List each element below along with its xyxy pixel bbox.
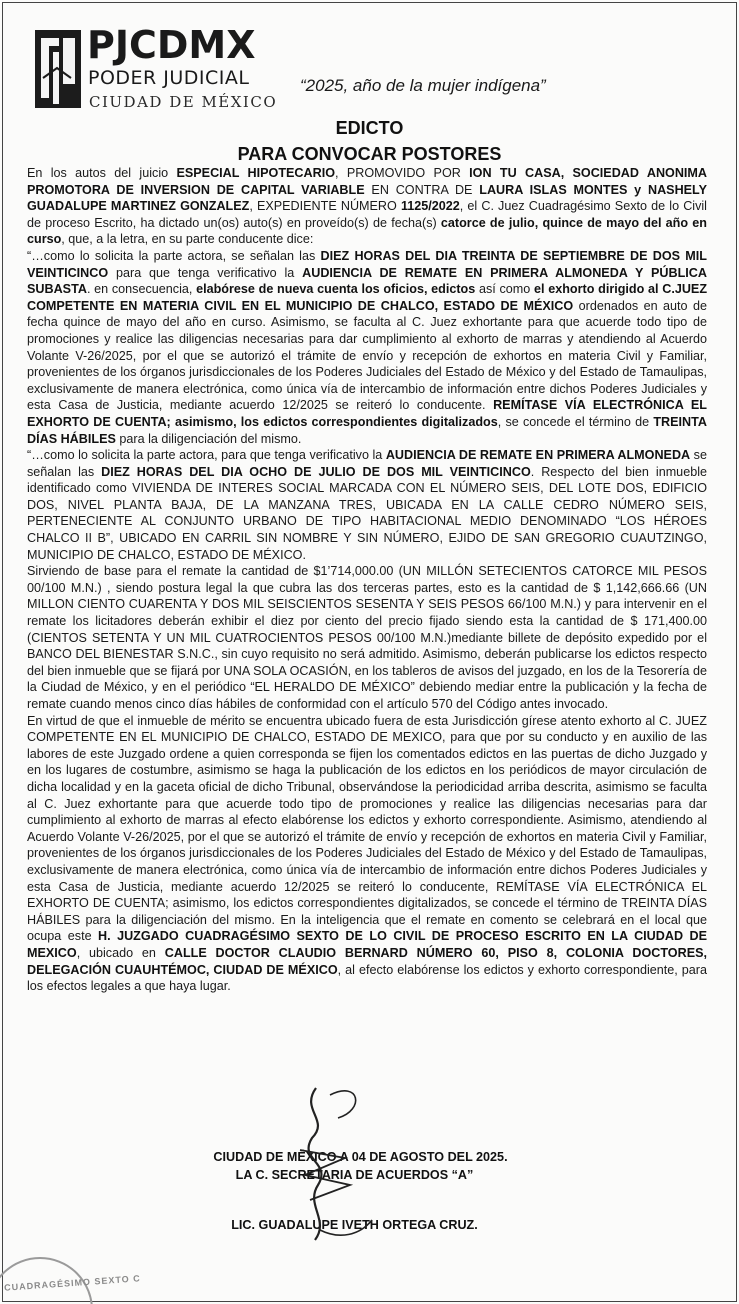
- document-title: EDICTO: [335, 118, 404, 138]
- text-run: “…como lo solicita la parte actora, se señalan las: [27, 248, 321, 263]
- text-run: , el C. Juez Cuadragésimo Sexto de lo Civil de proceso Escrito, ha dictado un(os) auto(s) en proveído(s) de fecha(s): [27, 199, 707, 230]
- text-run: para la diligenciación del mismo.: [115, 431, 302, 446]
- text-run: , se concede el término de: [497, 414, 654, 429]
- org-name: PODER JUDICIAL: [88, 67, 250, 89]
- bold-text: catorce de julio, quince de mayo del año en curso: [27, 215, 707, 247]
- bold-text: DIEZ HORAS DEL DIA TREINTA DE SEPTIEMBRE DE DOS MIL VEINTICINCO: [27, 248, 707, 280]
- text-run: se señalan las: [27, 448, 707, 479]
- bold-text: AUDIENCIA DE REMATE EN PRIMERA ALMONEDA Y PÚBLICA SUBASTA: [27, 265, 707, 297]
- text-run: para que tenga verificativo la: [108, 265, 303, 280]
- bold-text: ESPECIAL HIPOTECARIO: [176, 166, 336, 180]
- bold-text: AUDIENCIA DE REMATE EN PRIMERA ALMONEDA: [385, 448, 691, 463]
- bold-text: LAURA ISLAS MONTES y NASHELY GUADALUPE MARTINEZ GONZALEZ: [27, 182, 707, 214]
- bold-text: el exhorto dirigido al C.JUEZ COMPETENTE EN MATERIA CIVIL EN EL MUNICIPIO DE CHALCO, ESTADO DE MÉXICO: [27, 282, 708, 313]
- text-run: , PROMOVIDO POR: [335, 166, 470, 180]
- text-run: . Respecto del bien inmueble identificado como VIVIENDA DE INTERES SOCIAL MARCADA CON EL NÚMERO SEIS, DEL LOTE DOS, EDIFICIO DOS, NIVEL PLANTA BAJA, DE LA MANZANA TRES, UBICADA EN LA CALLE CEDRO NÚMERO SEIS, PERTENECIENTE AL CONJUNTO URBANO DE TIPO HABITACIONAL MEDIO DENOMINADO “LOS HÉROES CHALCO II B”, UBICADO EN CARRIL SIN NOMBRE Y SIN NÚMERO, EJIDO DE SAN GREGORIO CUAUTZINGO, MUNICIPIO DE CHALCO, ESTADO DE MÉXICO.: [27, 464, 707, 562]
- bold-text: REMÍTASE VÍA ELECTRÓNICA EL EXHORTO DE CUENTA; asimismo, los edictos correspondientes digitalizados: [27, 398, 707, 429]
- text-run: ordenados en auto de fecha quince de mayo del año en curso. Asimismo, se faculta al C. Juez exhortante para que acuerde todo tipo de promociones y realice las diligencias necesarias para dar cumplimiento al exhorto de marras y atendiendo al Acuerdo Volante V-26/2025, por el que se autorizó el trámite de envío y recepción de exhortos en materia Civil y Familiar, provenientes de los órganos jurisdiccionales de los Poderes Judiciales del Estado de México y del Estado de Tamaulipas, exclusivamente de manera electrónica, como única vía de intercambio de información entre dichos Poderes Judiciales y esta Casa de Justicia, mediante acuerdo 12/2025 se reiteró lo conducente.: [27, 298, 707, 413]
- document-subtitle: PARA CONVOCAR POSTORES: [237, 144, 502, 164]
- text-run: EN CONTRA DE: [364, 182, 480, 197]
- bold-text: 1125/2022: [400, 199, 460, 214]
- motto: “2025, año de la mujer indígena”: [300, 76, 546, 95]
- bold-text: elabórese de nueva cuenta los oficios, edictos: [196, 282, 476, 297]
- bold-text: ION TU CASA, SOCIEDAD ANONIMA PROMOTORA DE INVERSION DE CAPITAL VARIABLE: [27, 166, 708, 197]
- logo: [33, 22, 278, 122]
- signature-name: LIC. GUADALUPE IVETH ORTEGA CRUZ.: [231, 1218, 478, 1232]
- body-paragraph: [27, 248, 707, 447]
- bold-text: CALLE DOCTOR CLAUDIO BERNARD NÚMERO 60, PISO 8, COLONIA DOCTORES, DELEGACIÓN CUAUHTÉMOC, CIUDAD DE MÉXICO: [27, 945, 707, 977]
- bold-text: DIEZ HORAS DEL DIA OCHO DE JULIO DE DOS MIL VEINTICINCO: [101, 464, 531, 479]
- signature-role: LA C. SECRETARIA DE ACUERDOS “A”: [235, 1168, 474, 1182]
- text-run: , que, a la letra, en su parte conducente dice:: [61, 232, 314, 247]
- stamp-text: CUADRAGÉSIMO SEXTO C: [3, 1273, 142, 1293]
- court-stamp: [0, 1250, 142, 1304]
- body-paragraph: [27, 563, 707, 712]
- text-run: , EXPEDIENTE NÚMERO: [249, 199, 401, 214]
- bold-text: H. JUZGADO CUADRAGÉSIMO SEXTO DE LO CIVIL DE PROCESO ESCRITO EN LA CIUDAD DE MEXICO: [27, 929, 707, 960]
- text-run: En los autos del juicio: [27, 166, 177, 180]
- court-emblem-icon: [33, 28, 83, 110]
- text-run: , al efecto elabórense los edictos y exhorto correspondiente, para los efectos legales a que haya lugar.: [27, 962, 707, 994]
- text-run: Sirviendo de base para el remate la cantidad de $1’714,000.00 (UN MILLÓN SETECIENTOS CATORCE MIL PESOS 00/100 M.N.) , siendo postura legal la que cubra las dos terceras partes, esto es la cantidad de $ 1,142,666.66 (UN MILLON CIENTO CUARENTA Y DOS MIL SEISCIENTOS SESENTA Y SEIS PESOS 66/100 M.N.) y para intervenir en el remate los licitadores deberán exhibir el diez por ciento del precio fijado siendo esta la cantidad de $ 171,400.00 (CIENTOS SETENTA Y UN MIL CUATROCIENTOS PESOS 00/100 M.N.)mediante billete de depósito expedido por el BANCO DEL BIENESTAR S.N.C., sin cuyo requisito no será admitido. Asimismo, deberán publicarse los edictos respecto del bien inmueble que se fijará por UNA SOLA OCASIÓN, en los tableros de avisos del juzgado, en los de la Tesorería de la Ciudad de México, y en el periódico “EL HERALDO DE MÉXICO” debiendo mediar entre la publicación y la fecha de remate cuando menos cinco días hábiles de conformidad con el artículo 570 del Código antes invocado.: [27, 564, 707, 711]
- text-run: . en consecuencia,: [86, 282, 197, 297]
- bold-text: TREINTA DÍAS HÁBILES: [27, 414, 707, 446]
- body-paragraph: [27, 447, 707, 563]
- brand-name: PJCDMX: [87, 23, 256, 67]
- signature-place-date: CIUDAD DE MÉXICO A 04 DE AGOSTO DEL 2025.: [213, 1150, 508, 1164]
- org-subtitle: CIUDAD DE MÉXICO: [89, 93, 278, 111]
- body-paragraph: [27, 165, 707, 248]
- text-run: “…como lo solicita la parte actora, para que tenga verificativo la: [27, 448, 386, 463]
- document-body: [27, 165, 707, 995]
- body-paragraph: [27, 713, 707, 995]
- text-run: así como: [475, 282, 535, 297]
- text-run: , ubicado en: [76, 945, 165, 960]
- text-run: En virtud de que el inmueble de mérito se encuentra ubicado fuera de esta Jurisdicción gírese atento exhorto al C. JUEZ COMPETENTE EN EL MUNICIPIO DE CHALCO, ESTADO DE MEXICO, para que por su conducto y en auxilio de las labores de este Juzgado ordene a quien corresponda se fijen los comentados edictos en las puertas de dicho Juzgado y en los lugares de costumbre, asimismo se haga la publicación de los edictos en los periódicos de mayor circulación de dicha localidad y en la gaceta oficial de dicho Tribunal, observándose la periodicidad arriba descrita, asimismo se faculta al C. Juez exhortante para que acuerde todo tipo de promociones y realice las diligencias necesarias para dar cumplimiento al exhorto de marras al efecto elabórense los edictos y exhorto correspondiente. Asimismo, atendiendo al Acuerdo Volante V-26/2025, por el que se autorizó el trámite de envío y recepción de exhortos en materia Civil y Familiar, provenientes de los órganos jurisdiccionales de los Poderes Judiciales del Estado de México y del Estado de Tamaulipas, exclusivamente de manera electrónica, como única vía de intercambio de información entre dichos Poderes Judiciales y esta Casa de Justicia, mediante acuerdo 12/2025 se reiteró lo conducente, REMÍTASE VÍA ELECTRÓNICA EL EXHORTO DE CUENTA; asimismo, los edictos correspondientes digitalizados, se concede el término de TREINTA DÍAS HÁBILES para la diligenciación del mismo. En la inteligencia que el remate en comento se celebrará en el local que ocupa este: [27, 713, 707, 944]
